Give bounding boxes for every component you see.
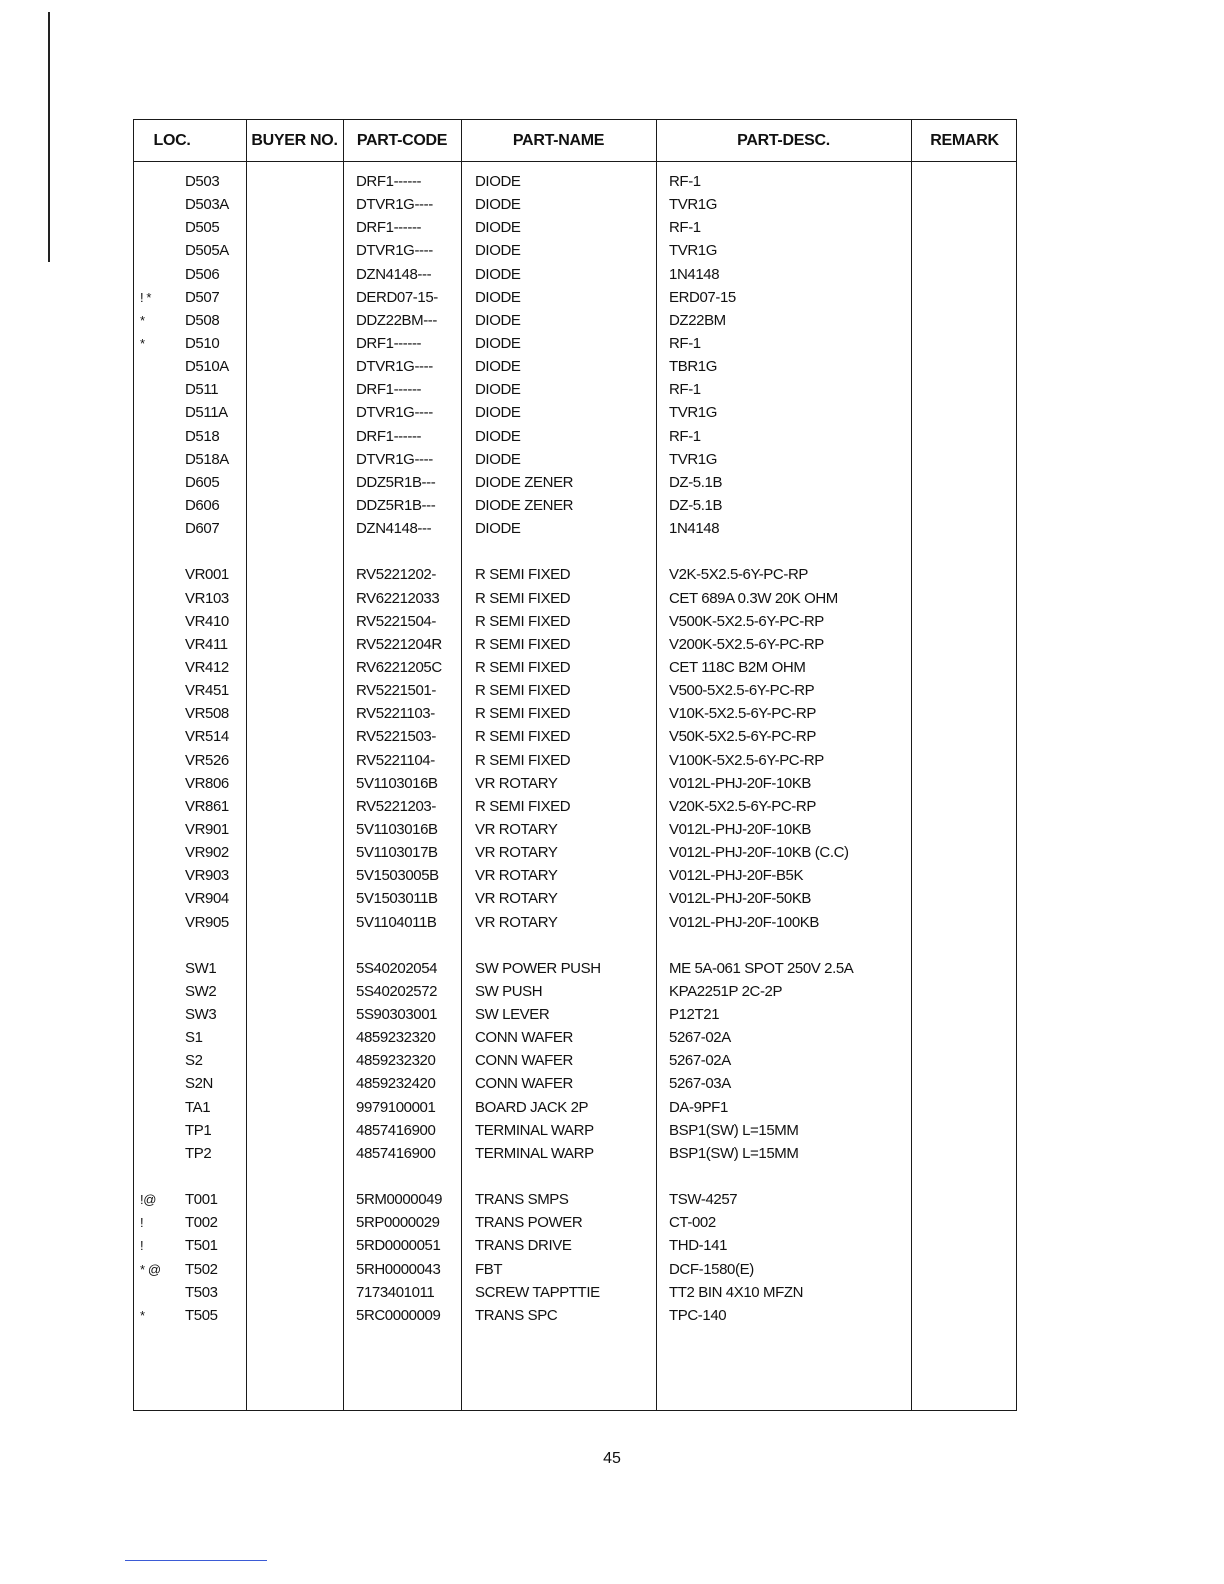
table-row (134, 864, 1016, 887)
row-part-desc: TBR1G (669, 358, 718, 376)
row-part-code: DRF1------ (356, 381, 422, 399)
row-part-name: R SEMI FIXED (475, 728, 571, 746)
row-mark: ! (140, 1215, 144, 1231)
row-part-desc: ME 5A-061 SPOT 250V 2.5A (669, 959, 854, 977)
row-part-code: DRF1------ (356, 219, 422, 237)
row-part-desc: TVR1G (669, 196, 718, 214)
table-row (134, 563, 1016, 586)
row-part-desc: TSW-4257 (669, 1191, 738, 1209)
row-part-desc: 5267-03A (669, 1075, 731, 1093)
row-part-code: 5V1103016B (356, 820, 438, 838)
table-row (134, 309, 1016, 332)
row-loc: VR904 (185, 890, 229, 908)
table-row (134, 1119, 1016, 1142)
row-part-desc: CET 689A 0.3W 20K OHM (669, 589, 838, 607)
row-loc: VR411 (185, 635, 228, 653)
row-loc: D508 (185, 311, 220, 329)
row-part-name: TERMINAL WARP (475, 1144, 594, 1162)
header-part-desc: PART-DESC. (737, 132, 830, 149)
table-row (134, 587, 1016, 610)
row-part-desc: V012L-PHJ-20F-B5K (669, 867, 804, 885)
row-part-code: DTVR1G---- (356, 242, 433, 260)
row-loc: SW3 (185, 1006, 217, 1024)
row-part-code: 5V1503005B (356, 867, 439, 885)
row-part-name: DIODE (475, 311, 521, 329)
table-row (134, 656, 1016, 679)
table-row (134, 1049, 1016, 1072)
row-part-name: DIODE ZENER (475, 496, 574, 514)
row-part-code: DRF1------ (356, 173, 422, 190)
row-part-code: 4859232420 (356, 1075, 436, 1093)
row-mark: * (140, 1307, 145, 1323)
header-remark: REMARK (930, 132, 999, 149)
row-loc: VR410 (185, 612, 229, 630)
row-part-code: DDZ5R1B--- (356, 496, 436, 514)
row-part-name: SW POWER PUSH (475, 959, 601, 977)
table-row (134, 263, 1016, 286)
row-loc: D606 (185, 496, 220, 514)
table-row (134, 239, 1016, 262)
row-part-desc: V500K-5X2.5-6Y-PC-RP (669, 612, 824, 630)
row-loc: T001 (185, 1191, 218, 1209)
row-part-code: RV5221501- (356, 682, 436, 700)
row-part-name: TRANS SMPS (475, 1191, 569, 1209)
row-loc: VR806 (185, 774, 229, 792)
row-part-desc: RF-1 (669, 427, 701, 445)
row-part-code: DTVR1G---- (356, 404, 433, 422)
row-part-name: R SEMI FIXED (475, 797, 571, 815)
row-part-name: DIODE (475, 265, 521, 283)
row-part-name: VR ROTARY (475, 844, 558, 862)
table-row (134, 1211, 1016, 1234)
row-loc: S2 (185, 1052, 203, 1070)
row-part-desc: RF-1 (669, 173, 701, 190)
header-part-name: PART-NAME (512, 132, 605, 149)
row-loc: D518 (185, 427, 220, 445)
row-loc: D518A (185, 450, 229, 468)
row-part-code: RV5221203- (356, 797, 436, 815)
row-part-desc: TT2 BIN 4X10 MFZN (669, 1283, 804, 1301)
table-row (134, 286, 1016, 309)
table-row (134, 1188, 1016, 1211)
row-part-desc: V100K-5X2.5-6Y-PC-RP (669, 751, 824, 769)
table-row (134, 1234, 1016, 1257)
table-row (134, 1258, 1016, 1281)
row-part-desc: V10K-5X2.5-6Y-PC-RP (669, 705, 816, 723)
row-part-name: VR ROTARY (475, 867, 558, 885)
row-part-code: 9979100001 (356, 1098, 436, 1116)
row-part-code: 4859232320 (356, 1029, 436, 1047)
row-part-code: DDZ22BM--- (356, 311, 437, 329)
row-loc: S1 (185, 1029, 203, 1047)
row-part-desc: DZ-5.1B (669, 496, 723, 514)
row-part-desc: 1N4148 (669, 265, 720, 283)
row-part-code: 5RP0000029 (356, 1214, 440, 1232)
row-part-code: RV5221504- (356, 612, 436, 630)
table-row (134, 911, 1016, 934)
row-loc: D503 (185, 173, 220, 190)
table-row (134, 980, 1016, 1003)
row-part-name: TERMINAL WARP (475, 1121, 594, 1139)
row-loc: D507 (185, 288, 220, 306)
row-loc: D607 (185, 520, 220, 538)
row-loc: TP2 (185, 1144, 212, 1162)
row-part-code: 5V1103017B (356, 844, 438, 862)
row-part-code: 5RH0000043 (356, 1260, 441, 1278)
row-part-name: R SEMI FIXED (475, 635, 571, 653)
row-part-name: R SEMI FIXED (475, 751, 571, 769)
row-part-name: VR ROTARY (475, 774, 558, 792)
row-part-code: 5V1103016B (356, 774, 438, 792)
table-row (134, 425, 1016, 448)
row-part-desc: TPC-140 (669, 1306, 727, 1324)
row-part-name: SCREW TAPPTTIE (475, 1283, 600, 1301)
row-mark: ! (140, 1238, 144, 1254)
row-loc: D511A (185, 404, 228, 422)
row-loc: T502 (185, 1260, 218, 1278)
row-part-code: DTVR1G---- (356, 450, 433, 468)
row-mark: ! * (140, 289, 152, 305)
row-loc: VR508 (185, 705, 229, 723)
table-row (134, 818, 1016, 841)
table-row (134, 633, 1016, 656)
table-row (134, 795, 1016, 818)
table-row (134, 702, 1016, 725)
row-part-name: DIODE (475, 219, 521, 237)
table-row (134, 1096, 1016, 1119)
row-part-code: 5S40202572 (356, 982, 438, 1000)
row-part-desc: RF-1 (669, 334, 701, 352)
row-part-name: CONN WAFER (475, 1075, 573, 1093)
row-part-desc: DZ-5.1B (669, 473, 723, 491)
row-part-code: 7173401011 (356, 1283, 435, 1301)
row-part-code: 5RC0000009 (356, 1306, 441, 1324)
row-part-name: DIODE (475, 242, 521, 260)
row-part-code: RV5221202- (356, 566, 436, 584)
group-spacer (134, 1165, 1016, 1188)
header-loc: LOC. (153, 132, 191, 149)
row-part-name: R SEMI FIXED (475, 589, 571, 607)
row-loc: VR451 (185, 682, 229, 700)
row-part-name: SW LEVER (475, 1006, 550, 1024)
parts-list-table (133, 119, 1017, 1411)
row-loc: D506 (185, 265, 220, 283)
row-part-code: RV6221205C (356, 658, 442, 676)
table-row (134, 471, 1016, 494)
row-part-name: DIODE (475, 288, 521, 306)
row-part-name: VR ROTARY (475, 890, 558, 908)
table-row (134, 725, 1016, 748)
row-part-code: DTVR1G---- (356, 196, 433, 214)
row-loc: T503 (185, 1283, 218, 1301)
table-row (134, 1072, 1016, 1095)
row-part-name: DIODE (475, 196, 521, 214)
table-row (134, 1003, 1016, 1026)
table-row (134, 448, 1016, 471)
row-part-name: VR ROTARY (475, 820, 558, 838)
left-margin-line (48, 12, 50, 262)
table-row (134, 378, 1016, 401)
row-part-code: 4857416900 (356, 1121, 436, 1139)
row-part-desc: DA-9PF1 (669, 1098, 728, 1116)
row-part-code: 5V1104011B (356, 913, 437, 931)
row-loc: VR526 (185, 751, 229, 769)
table-row (134, 170, 1016, 193)
row-part-desc: V200K-5X2.5-6Y-PC-RP (669, 635, 824, 653)
row-part-desc: P12T21 (669, 1006, 720, 1024)
row-loc: T505 (185, 1306, 218, 1324)
row-part-name: R SEMI FIXED (475, 682, 571, 700)
row-part-desc: V2K-5X2.5-6Y-PC-RP (669, 566, 808, 584)
row-part-name: DIODE (475, 404, 521, 422)
table-row (134, 216, 1016, 239)
header-part-code: PART-CODE (356, 132, 448, 149)
table-row (134, 1026, 1016, 1049)
header-divider (134, 161, 1016, 162)
row-part-name: DIODE (475, 381, 521, 399)
row-part-code: RV5221104- (356, 751, 435, 769)
table-row (134, 193, 1016, 216)
row-loc: S2N (185, 1075, 213, 1093)
group-spacer (134, 934, 1016, 957)
row-loc: D503A (185, 196, 229, 214)
row-part-name: DIODE (475, 450, 521, 468)
row-loc: SW1 (185, 959, 217, 977)
row-part-desc: THD-141 (669, 1237, 728, 1255)
row-part-desc: V012L-PHJ-20F-100KB (669, 913, 819, 931)
row-part-code: RV62212033 (356, 589, 440, 607)
row-part-code: 4859232320 (356, 1052, 436, 1070)
page-number: 45 (603, 1450, 621, 1467)
row-part-code: DZN4148--- (356, 265, 432, 283)
row-part-code: 5S90303001 (356, 1006, 438, 1024)
row-loc: D505A (185, 242, 229, 260)
row-loc: VR903 (185, 867, 229, 885)
row-part-code: DRF1------ (356, 427, 422, 445)
row-loc: D505 (185, 219, 220, 237)
row-part-desc: 1N4148 (669, 520, 720, 538)
table-row (134, 517, 1016, 540)
row-part-code: DTVR1G---- (356, 358, 433, 376)
table-row (134, 749, 1016, 772)
row-part-code: RV5221103- (356, 705, 435, 723)
row-loc: T501 (185, 1237, 218, 1255)
row-part-name: R SEMI FIXED (475, 612, 571, 630)
row-loc: VR412 (185, 658, 229, 676)
row-part-desc: 5267-02A (669, 1052, 731, 1070)
row-part-desc: RF-1 (669, 381, 701, 399)
row-part-name: DIODE (475, 520, 521, 538)
row-part-code: 5S40202054 (356, 959, 438, 977)
row-part-desc: BSP1(SW) L=15MM (669, 1121, 799, 1139)
row-mark: * (140, 335, 145, 351)
row-part-desc: RF-1 (669, 219, 701, 237)
row-loc: VR514 (185, 728, 229, 746)
row-part-desc: TVR1G (669, 242, 718, 260)
table-row (134, 887, 1016, 910)
row-loc: VR103 (185, 589, 229, 607)
row-part-code: DERD07-15- (356, 288, 438, 306)
row-part-code: 5RD0000051 (356, 1237, 441, 1255)
row-loc: D510A (185, 358, 229, 376)
row-mark: * (140, 312, 145, 328)
row-loc: D510 (185, 334, 220, 352)
row-part-name: CONN WAFER (475, 1052, 573, 1070)
table-row (134, 610, 1016, 633)
row-part-desc: V012L-PHJ-20F-10KB (C.C) (669, 844, 849, 862)
row-loc: VR905 (185, 913, 229, 931)
row-part-name: DIODE ZENER (475, 473, 574, 491)
row-part-desc: V20K-5X2.5-6Y-PC-RP (669, 797, 816, 815)
row-part-desc: V500-5X2.5-6Y-PC-RP (669, 682, 815, 700)
row-part-name: R SEMI FIXED (475, 705, 571, 723)
row-part-code: 4857416900 (356, 1144, 436, 1162)
row-part-desc: V012L-PHJ-20F-50KB (669, 890, 812, 908)
row-part-name: FBT (475, 1260, 503, 1278)
row-loc: VR902 (185, 844, 229, 862)
table-row (134, 841, 1016, 864)
row-mark: !@ (140, 1192, 157, 1208)
row-loc: D511 (185, 381, 219, 399)
row-part-desc: ERD07-15 (669, 288, 736, 306)
table-row (134, 401, 1016, 424)
row-mark: * @ (140, 1261, 161, 1277)
row-loc: D605 (185, 473, 220, 491)
table-row (134, 355, 1016, 378)
table-row (134, 1304, 1016, 1327)
row-loc: TA1 (185, 1098, 211, 1116)
row-part-code: 5V1503011B (356, 890, 438, 908)
row-part-name: SW PUSH (475, 982, 543, 1000)
row-part-desc: V012L-PHJ-20F-10KB (669, 774, 812, 792)
row-part-name: BOARD JACK 2P (475, 1098, 589, 1116)
table-row (134, 679, 1016, 702)
row-part-code: DDZ5R1B--- (356, 473, 436, 491)
row-part-name: TRANS SPC (475, 1306, 558, 1324)
table-row (134, 1281, 1016, 1304)
row-part-desc: 5267-02A (669, 1029, 731, 1047)
row-loc: T002 (185, 1214, 218, 1232)
row-part-desc: TVR1G (669, 450, 718, 468)
row-part-desc: TVR1G (669, 404, 718, 422)
row-part-desc: DZ22BM (669, 311, 726, 329)
table-row (134, 772, 1016, 795)
row-part-name: DIODE (475, 358, 521, 376)
row-part-name: CONN WAFER (475, 1029, 573, 1047)
table-row (134, 957, 1016, 980)
table-row (134, 332, 1016, 355)
table-row (134, 494, 1016, 517)
header-buyer-no: BUYER NO. (251, 132, 338, 149)
row-part-desc: DCF-1580(E) (669, 1260, 754, 1278)
row-part-name: DIODE (475, 334, 521, 352)
row-part-code: DRF1------ (356, 334, 422, 352)
row-part-desc: V50K-5X2.5-6Y-PC-RP (669, 728, 816, 746)
row-loc: VR001 (185, 566, 229, 584)
table-row (134, 1142, 1016, 1165)
footer-link-underline (125, 1560, 267, 1561)
table-body (134, 170, 1016, 1327)
row-part-desc: V012L-PHJ-20F-10KB (669, 820, 812, 838)
row-part-name: DIODE (475, 427, 521, 445)
row-part-desc: BSP1(SW) L=15MM (669, 1144, 799, 1162)
row-part-code: DZN4148--- (356, 520, 432, 538)
row-loc: VR901 (185, 820, 229, 838)
row-part-code: 5RM0000049 (356, 1191, 443, 1209)
group-spacer (134, 540, 1016, 563)
row-part-name: R SEMI FIXED (475, 658, 571, 676)
row-loc: TP1 (185, 1121, 212, 1139)
row-part-name: R SEMI FIXED (475, 566, 571, 584)
row-part-name: DIODE (475, 173, 521, 190)
row-part-name: TRANS DRIVE (475, 1237, 572, 1255)
row-part-desc: CET 118C B2M OHM (669, 658, 806, 676)
row-loc: VR861 (185, 797, 229, 815)
row-part-desc: KPA2251P 2C-2P (669, 982, 783, 1000)
row-part-code: RV5221204R (356, 635, 442, 653)
row-part-name: TRANS POWER (475, 1214, 583, 1232)
row-loc: SW2 (185, 982, 217, 1000)
row-part-desc: CT-002 (669, 1214, 716, 1232)
row-part-code: RV5221503- (356, 728, 436, 746)
row-part-name: VR ROTARY (475, 913, 558, 931)
